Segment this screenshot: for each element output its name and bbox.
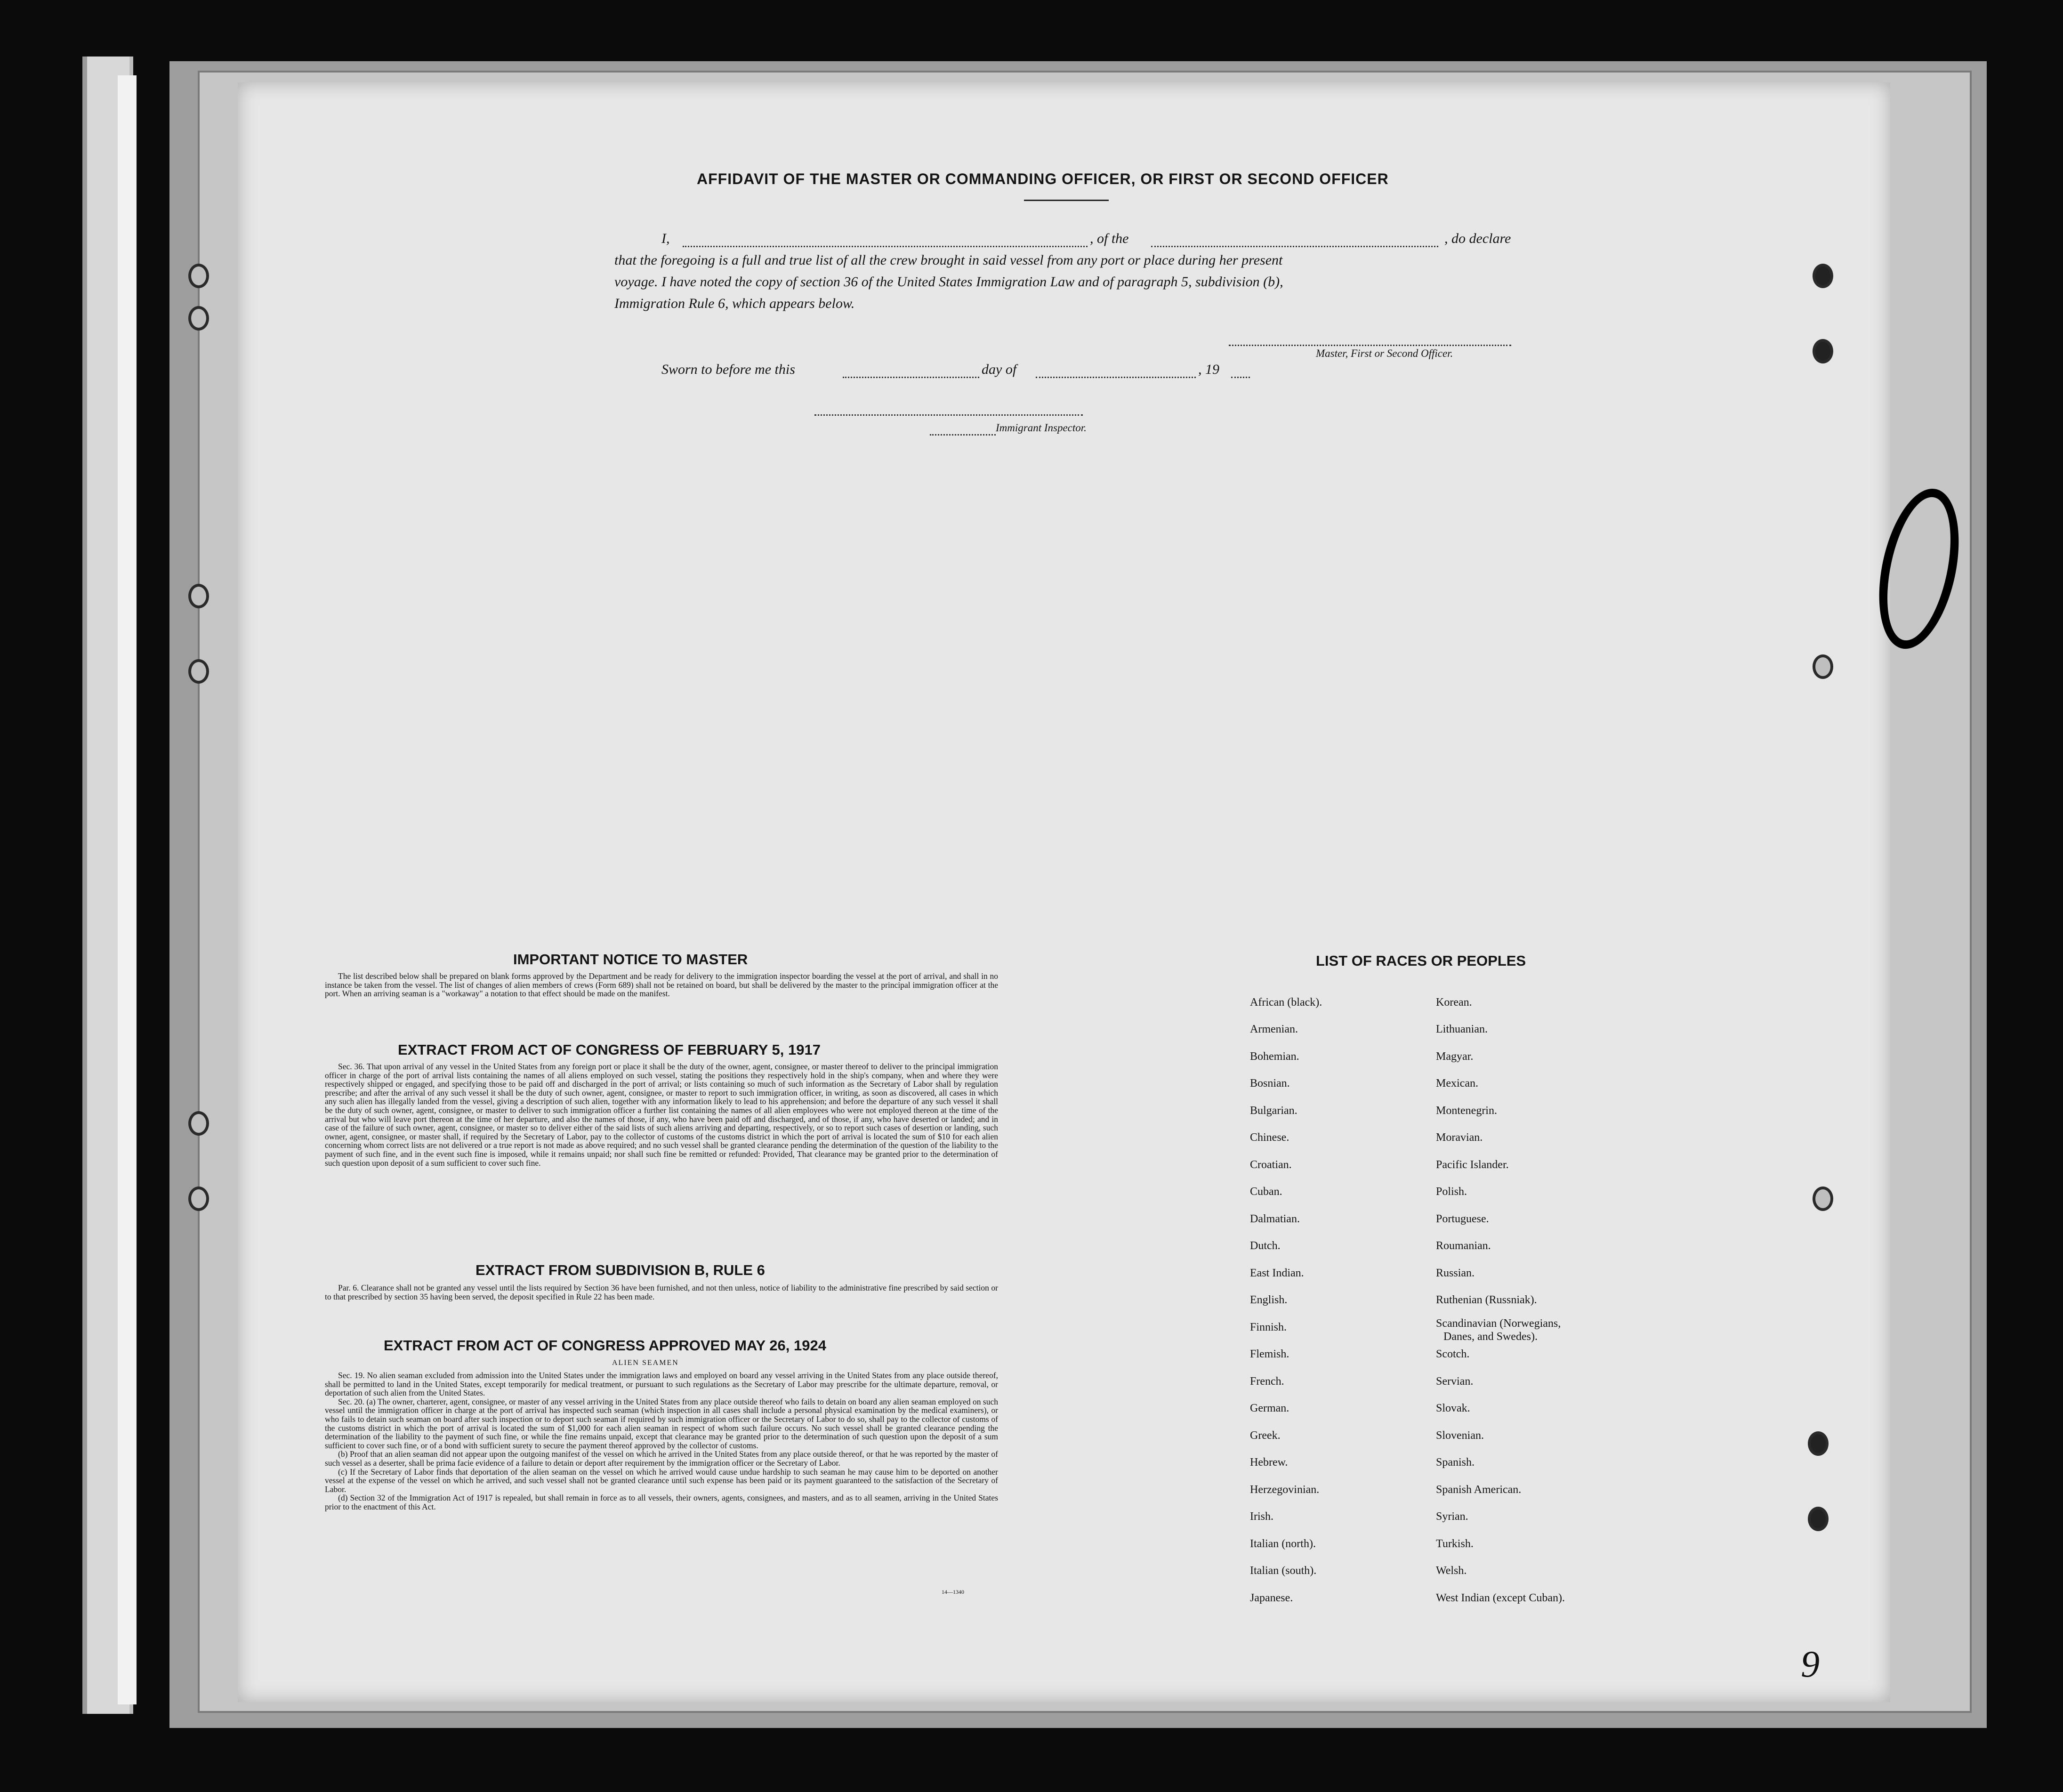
notice-paragraph: The list described below shall be prepared on blank forms approved by the Department and be ready for delivery to the immigration inspector boarding the vessel at the port of arrival, and shall in no instance be taken from the vessel. The list of changes of alien members of crews (Form 689) shall not be retained on board, but shall be delivered by the master to the principal immigration officer at the port. When an arriving seaman is a "workaway" a notation to that effect should be made on the manifest. <box>325 971 998 999</box>
master-signature-label: Master, First or Second Officer. <box>1316 347 1453 359</box>
punch-hole <box>188 1111 209 1136</box>
race-item: Spanish. <box>1436 1456 1475 1469</box>
par-6-paragraph: Par. 6. Clearance shall not be granted any vessel until the lists required by Section 36 have been furnished, and not then unless, notice of liability to the administrative fine prescribed by said section or to that prescribed by section 35 having been served, the deposit specified in Rule 22 has been made. <box>325 1283 998 1301</box>
race-item: Cuban. <box>1250 1186 1282 1198</box>
race-item: Finnish. <box>1250 1321 1287 1333</box>
race-item: Dutch. <box>1250 1240 1281 1252</box>
race-item: African (black). <box>1250 996 1322 1009</box>
race-item: Hebrew. <box>1250 1456 1288 1469</box>
inspector-label: Immigrant Inspector. <box>996 422 1087 434</box>
binder-strip <box>118 75 137 1704</box>
race-item: Bohemian. <box>1250 1050 1299 1063</box>
year-blank[interactable] <box>1231 377 1250 378</box>
extract-1924-title: EXTRACT FROM ACT OF CONGRESS APPROVED MAY 26, 1924 <box>384 1337 826 1354</box>
name-blank[interactable] <box>683 246 1088 247</box>
race-item: Ruthenian (Russniak). <box>1436 1294 1537 1306</box>
punch-hole <box>1808 1507 1829 1531</box>
affidavit-i: I, <box>661 231 670 246</box>
punch-hole <box>188 264 209 288</box>
race-item: Servian. <box>1436 1375 1474 1388</box>
race-item: Flemish. <box>1250 1348 1289 1360</box>
affidavit-declare: , do declare <box>1444 231 1511 246</box>
punch-hole <box>188 1187 209 1211</box>
inspector-signature-blank[interactable] <box>814 414 1083 416</box>
sworn-month-blank[interactable] <box>1036 377 1196 378</box>
sec-20b-paragraph: (b) Proof that an alien seaman did not appear upon the outgoing manifest of the vessel on which he arrived in the United States from any place outside thereof, or that he was reported by the master of such vessel as a deserter, shall be prima facie evidence of a failure to detain or deport after requirement by the immigration officer or the Secretary of Labor. <box>325 1449 998 1468</box>
race-item: Magyar. <box>1436 1050 1474 1063</box>
race-item: Lithuanian. <box>1436 1023 1488 1035</box>
race-item: Italian (south). <box>1250 1565 1317 1577</box>
race-item: Bosnian. <box>1250 1077 1290 1090</box>
punch-hole <box>188 306 209 331</box>
races-title: LIST OF RACES OR PEOPLES <box>1316 953 1526 969</box>
race-item: Scandinavian (Norwegians, <box>1436 1317 1561 1330</box>
race-item: Pacific Islander. <box>1436 1159 1509 1171</box>
race-item: Chinese. <box>1250 1131 1289 1144</box>
extract-1917-body <box>325 1062 998 1167</box>
race-item: Montenegrin. <box>1436 1105 1497 1117</box>
race-item: English. <box>1250 1294 1288 1306</box>
affidavit-line-3: voyage. I have noted the copy of section 36 of the United States Immigration Law and of paragraph 5, subdivision (b), <box>614 274 1283 290</box>
notice-body <box>325 972 998 998</box>
race-item: East Indian. <box>1250 1267 1304 1279</box>
sec-20a-paragraph: Sec. 20. (a) The owner, charterer, agent, consignee, or master of any vessel arriving in the United States from any place outside thereof who fails to detain on board any alien seaman employed on such vessel until the immigration officer in charge at the port of arrival has inspected such seaman (which inspection in all cases shall include a personal physical examination by the medical examiners), or who fails to detain such seaman on board after such inspection or to deport such seaman if required by such immigration officer or the Secretary of Labor to do so, shall pay to the collector of customs of the customs district in which the port of arrival is located the sum of $1,000 for each alien seaman in respect of whom such failure occurs. No such vessel shall be granted clearance pending the determination of the liability to the payment of such fine, or while the fine remains unpaid, except that clearance may be granted prior to the determination of such question upon the deposit of a sum sufficient to cover such fine, or of a bond with sufficient surety to secure the payment thereof approved by the collector of customs. <box>325 1396 998 1450</box>
vessel-blank[interactable] <box>1151 246 1438 247</box>
extract-1924-body <box>325 1371 998 1511</box>
race-item: Welsh. <box>1436 1565 1467 1577</box>
punch-hole <box>188 584 209 608</box>
affidavit-line-2: that the foregoing is a full and true list of all the crew brought in said vessel from any port or place during her present <box>614 252 1283 268</box>
race-item: Croatian. <box>1250 1159 1292 1171</box>
race-item: Herzegovinian. <box>1250 1484 1320 1496</box>
race-item: Irish. <box>1250 1510 1273 1523</box>
affidavit-of-the: , of the <box>1090 231 1129 246</box>
race-item: Turkish. <box>1436 1538 1474 1550</box>
race-item: French. <box>1250 1375 1284 1388</box>
day-of-text: day of <box>982 362 1017 377</box>
race-item: Japanese. <box>1250 1592 1293 1604</box>
race-item: Bulgarian. <box>1250 1105 1297 1117</box>
sworn-text: Sworn to before me this <box>661 362 795 377</box>
race-item: Syrian. <box>1436 1510 1468 1523</box>
race-item: Mexican. <box>1436 1077 1478 1090</box>
title-rule <box>1024 200 1109 201</box>
handwritten-page-mark: 9 <box>1801 1644 1820 1685</box>
form-number: 14—1340 <box>942 1589 964 1595</box>
race-item: Polish. <box>1436 1186 1467 1198</box>
race-item: Russian. <box>1436 1267 1475 1279</box>
race-item: Spanish American. <box>1436 1484 1522 1496</box>
race-item: Moravian. <box>1436 1131 1483 1144</box>
sworn-day-blank[interactable] <box>843 377 979 378</box>
race-item: Italian (north). <box>1250 1538 1316 1550</box>
race-item: Armenian. <box>1250 1023 1298 1035</box>
race-item: German. <box>1250 1402 1289 1414</box>
notice-title: IMPORTANT NOTICE TO MASTER <box>513 951 748 968</box>
affidavit-title: AFFIDAVIT OF THE MASTER OR COMMANDING OFFICER, OR FIRST OR SECOND OFFICER <box>697 170 1389 187</box>
race-item: West Indian (except Cuban). <box>1436 1592 1565 1604</box>
section-36-paragraph: Sec. 36. That upon arrival of any vessel in the United States from any foreign port or place it shall be the duty of the owner, agent, consignee, or master thereof to deliver to the principal immigration officer in charge of the port of arrival lists containing the names of all aliens employed on such vessel, stating the positions they respectively hold in the ship's company, when and where they were respectively shipped or engaged, and specifying those to be paid off and discharged in the port of arrival; or lists containing so much of such information as the Secretary of Labor shall by regulation prescribe; and after the arrival of any such vessel it shall be the duty of such owner, agent, consignee, or master to report to such immigration officer, in writing, as soon as discovered, all cases in which any such alien has illegally landed from the vessel, giving a description of such alien, together with any information likely to lead to his apprehension; and before the departure of any such vessel it shall be the duty of such owner, agent, consignee, or master to deliver to such immigration officer a further list containing the names of all alien employees who were not employed thereon at the time of the arrival but who will leave port thereon at the time of her departure, and also the names of those, if any, who have been paid off and discharged, and of those, if any, who have deserted or landed; and in case of the failure of such owner, agent, consignee, or master so to deliver either of the said lists of such aliens arriving and departing, respectively, or so to report such cases of desertion or landing, such owner, agent, consignee, or master shall, if required by the Secretary of Labor, pay to the collector of customs of the customs district in which the port of arrival is located the sum of $10 for each alien concerning whom correct lists are not delivered or a true report is not made as above required; and no such vessel shall be granted clearance pending the determination of the question of the liability to the payment of such fine, and in the event such fine is imposed, while it remains unpaid; nor shall such fine be remitted or refunded: Provided, That clearance may be granted prior to the determination of such question upon deposit of a sum sufficient to cover such fine. <box>325 1062 998 1168</box>
punch-hole <box>1808 1431 1829 1456</box>
punch-hole <box>1813 264 1833 288</box>
punch-hole <box>1813 339 1833 363</box>
extract-1917-title: EXTRACT FROM ACT OF CONGRESS OF FEBRUARY 5, 1917 <box>398 1041 821 1058</box>
race-item: Korean. <box>1436 996 1472 1009</box>
race-item: Scotch. <box>1436 1348 1470 1360</box>
race-item: Slovak. <box>1436 1402 1470 1414</box>
extract-rule6-title: EXTRACT FROM SUBDIVISION B, RULE 6 <box>475 1262 765 1278</box>
affidavit-line-4: Immigration Rule 6, which appears below. <box>614 296 855 311</box>
race-item: Portuguese. <box>1436 1213 1489 1225</box>
extract-rule6-body <box>325 1283 998 1301</box>
sec-19-paragraph: Sec. 19. No alien seaman excluded from admission into the United States under the immigration laws and employed on board any vessel arriving in the United States from any place outside thereof, shall be permitted to land in the United States, except temporarily for medical treatment, or pursuant to such regulations as the Secretary of Labor may prescribe for the ultimate departure, removal, or deportation of such alien from the United States. <box>325 1371 998 1398</box>
sec-20d-paragraph: (d) Section 32 of the Immigration Act of 1917 is repealed, but shall remain in force as to all vessels, their owners, agents, consignees, and masters, and as to all seamen, arriving in the United States prior to the enactment of this Act. <box>325 1493 998 1511</box>
race-item: Slovenian. <box>1436 1429 1484 1442</box>
sec-20c-paragraph: (c) If the Secretary of Labor finds that deportation of the alien seaman on the vessel on which he arrived would cause undue hardship to such seaman he may cause him to be deported on another vessel at the expense of the vessel on which he arrived, and such vessel shall not be granted clearance until such expense has been paid or its payment guaranteed to the satisfaction of the Secretary of Labor. <box>325 1467 998 1494</box>
race-item: Greek. <box>1250 1429 1281 1442</box>
punch-hole <box>1813 654 1833 679</box>
punch-hole <box>188 659 209 684</box>
race-item: Dalmatian. <box>1250 1213 1300 1225</box>
master-signature-blank[interactable] <box>1229 345 1511 346</box>
alien-seamen-subtitle: ALIEN SEAMEN <box>612 1359 679 1367</box>
inspector-lead-blank <box>930 434 996 436</box>
punch-hole <box>1813 1187 1833 1211</box>
race-item: Danes, and Swedes). <box>1443 1331 1538 1343</box>
year-text: , 19 <box>1198 362 1219 377</box>
race-item: Roumanian. <box>1436 1240 1491 1252</box>
